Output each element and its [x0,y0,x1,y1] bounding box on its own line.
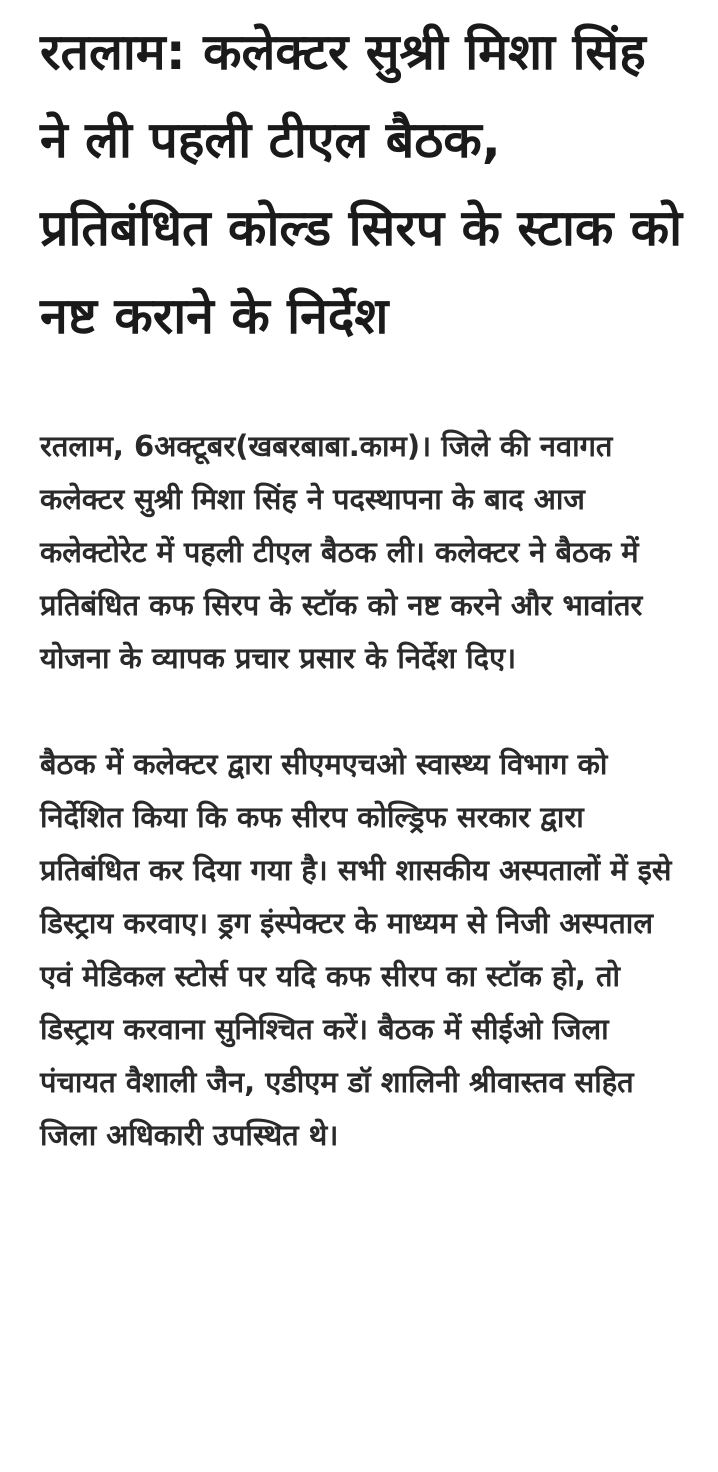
article-paragraph-1: रतलाम, 6अक्टूबर(खबरबाबा.काम)। जिले की नवागत कलेक्टर सुश्री मिशा सिंह ने पदस्थापना के बाद आज कलेक्टोरेट में पहली टीएल बैठक ली। कलेक्टर ने बैठक में प्रतिबंधित कफ सिरप के स्टॉक को नष्ट करने और भावांतर योजना के व्यापक प्रचार प्रसार के निर्देश दिए। [40,429,643,675]
article-headline: रतलाम: कलेक्टर सुश्री मिशा सिंह ने ली पहली टीएल बैठक, प्रतिबंधित कोल्ड सिरप के स्टाक को नष्ट कराने के निर्देश [40,23,683,345]
article-paragraph-2: बैठक में कलेक्टर द्वारा सीएमएचओ स्वास्थ्य विभाग को निर्देशित किया कि कफ सीरप कोल्ड्रिफ सरकार द्वारा प्रतिबंधित कर दिया गया है। सभी शासकीय अस्पतालों में इसे डिस्ट्राय करवाए। ड्रग इंस्पेक्टर के माध्यम से निजी अस्पताल एवं मेडिकल स्टोर्स पर यदि कफ सीरप का स्टॉक हो, तो डिस्ट्राय करवाना सुनिश्चित करें। बैठक में सीईओ जिला पंचायत वैशाली जैन, एडीएम डॉ शालिनी श्रीवास्तव सहित जिला अधिकारी उपस्थित थे। [40,747,672,1152]
article-body [40,420,688,1162]
